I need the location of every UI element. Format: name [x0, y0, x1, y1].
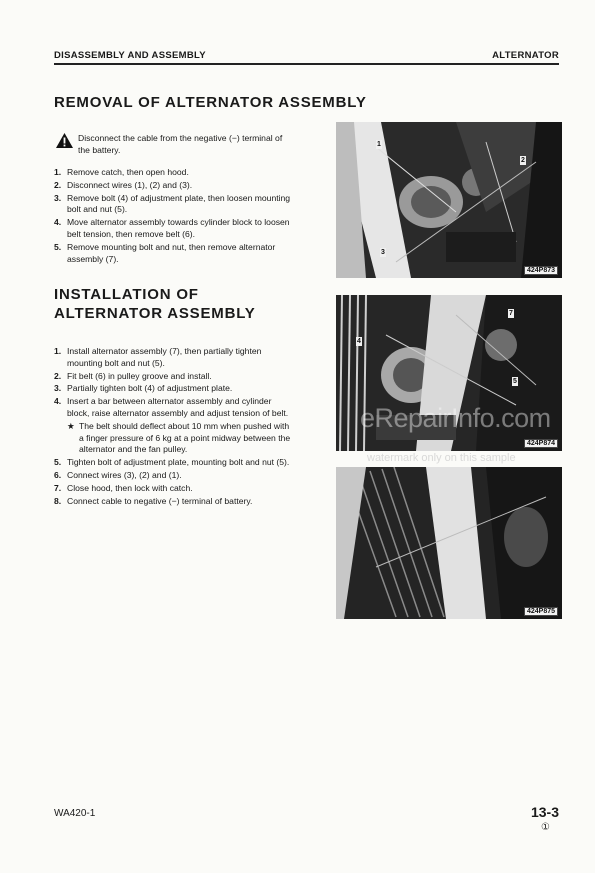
list-item: 7. Close hood, then lock with catch. — [54, 482, 193, 493]
photo-id-label: 424P875 — [524, 607, 558, 616]
list-item: 5. Tighten bolt of adjustment plate, mounting bolt and nut (5). — [54, 457, 290, 468]
removal-title: REMOVAL OF ALTERNATOR ASSEMBLY — [54, 94, 367, 111]
installation-title-line1: INSTALLATION OF — [54, 286, 199, 303]
installation-steps — [54, 346, 294, 508]
list-item: 3. Remove bolt (4) of adjustment plate, then loosen mounting bolt and nut (5). — [54, 192, 291, 215]
list-item: 4. Move alternator assembly towards cylinder block to loosen belt tension, then remove belt (6). — [54, 217, 290, 239]
warning-text: Disconnect the cable from the negative (−) terminal of the battery. — [78, 133, 283, 155]
callout-label: 5 — [513, 378, 517, 385]
list-item: 1. Remove catch, then open hood. — [54, 167, 189, 177]
header-chapter-title: ALTERNATOR — [492, 50, 559, 61]
watermark-site: eRepairInfo.com — [360, 403, 551, 433]
header-rule — [54, 63, 559, 65]
photo-1-image — [336, 122, 562, 278]
callout-label: 1 — [377, 141, 381, 148]
star-icon: ★ — [67, 420, 75, 431]
photo-id-label: 424P874 — [524, 439, 558, 448]
list-item: 1. Install alternator assembly (7), then partially tighten mounting bolt and nut (5). — [54, 346, 262, 368]
belt-deflection-note: ★ The belt should deflect about 10 mm when pushed with a finger pressure of 6 kg at a point midway between the alternator and the fan pulley. — [67, 420, 291, 455]
list-item: 2. Disconnect wires (1), (2) and (3). — [54, 179, 193, 190]
header-section-title: DISASSEMBLY AND ASSEMBLY — [54, 50, 206, 61]
list-item: 3. Partially tighten bolt (4) of adjustment plate. — [54, 383, 233, 394]
photo-id-label: 424P873 — [524, 266, 558, 275]
photo-belt-tension — [336, 467, 562, 619]
footer-page-number: 13-3 — [530, 804, 559, 820]
list-item: 8. Connect cable to negative (−) terminal of battery. — [54, 495, 253, 506]
callout-label: 7 — [509, 310, 513, 317]
callout-label: 2 — [521, 157, 525, 164]
callout-label: 3 — [381, 249, 385, 256]
callout-label: 4 — [357, 338, 361, 345]
photo-3-image — [336, 467, 562, 619]
watermark-notice: watermark only on this sample — [367, 452, 516, 464]
list-item: 2. Fit belt (6) in pulley groove and install. — [54, 370, 212, 381]
warning-icon — [56, 133, 73, 148]
photo-alternator-removal — [336, 122, 562, 278]
list-item: 4. Insert a bar between alternator assembly and cylinder block, raise alternator assembly and adjust tension of belt. ★ The belt should deflect about 10 mm when pushed with a finger pressure of 6 kg at a point midway between the alternator and the fan pulley. — [54, 396, 294, 456]
warning-note — [56, 132, 291, 156]
list-item: 5. Remove mounting bolt and nut, then remove alternator assembly (7). — [54, 241, 276, 264]
footer-revision-mark: ① — [541, 822, 550, 833]
footer-model: WA420-1 — [54, 808, 96, 819]
list-item: 6. Connect wires (3), (2) and (1). — [54, 469, 182, 480]
removal-steps — [54, 167, 294, 266]
installation-title-line2: ALTERNATOR ASSEMBLY — [54, 305, 256, 322]
